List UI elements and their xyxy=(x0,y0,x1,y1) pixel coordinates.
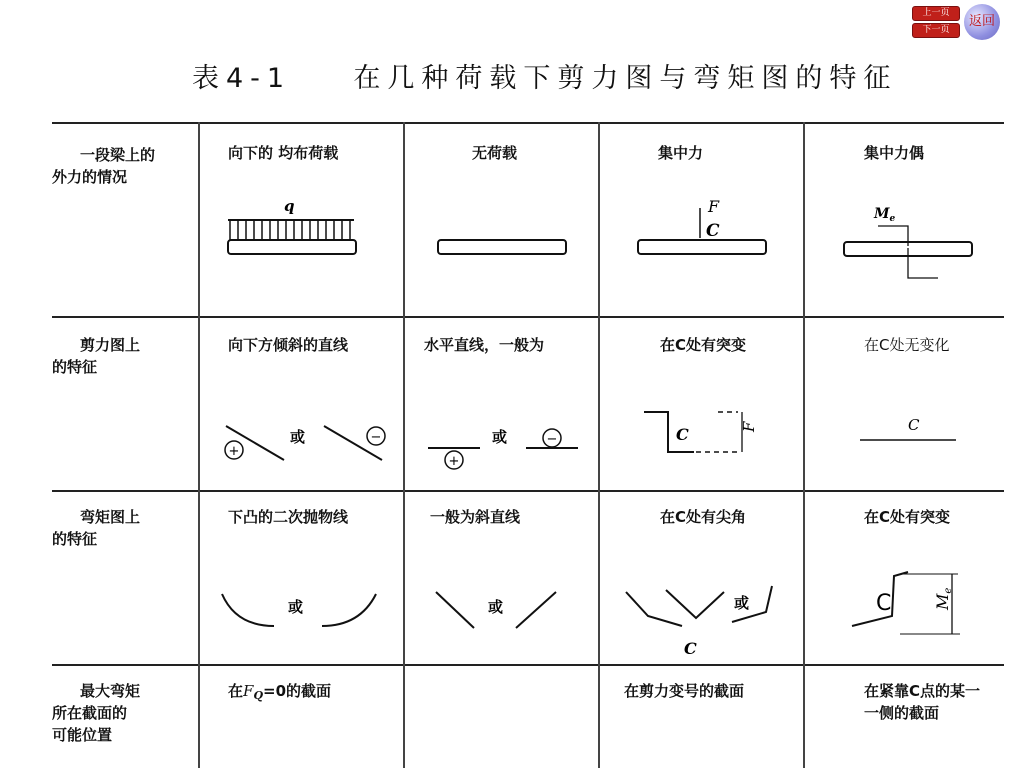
shear-subscript: Q xyxy=(253,689,264,702)
concentrated-shear-diagram xyxy=(638,404,778,464)
row-header-line: 弯矩图上 xyxy=(80,508,141,526)
beam xyxy=(438,240,566,254)
cell-distributed-moment: 下凸的二次抛物线 xyxy=(228,508,349,526)
table-divider xyxy=(803,122,805,768)
max-moment-prefix: 在 xyxy=(228,682,244,700)
concentrated-moment-diagram xyxy=(620,578,790,668)
cell-no-load-shear: 水平直线，一般为 xyxy=(424,336,545,354)
kinked-line xyxy=(666,590,724,618)
cell-line: 一侧的截面 xyxy=(864,704,940,722)
cell-concentrated-load: 集中力 xyxy=(658,144,704,162)
or-text: 或 xyxy=(492,428,508,446)
table-divider xyxy=(198,122,200,768)
table-rule xyxy=(52,664,1004,666)
next-page-button[interactable]: 下一页 xyxy=(912,23,960,38)
max-moment-suffix: =0的截面 xyxy=(263,682,332,700)
characteristics-table xyxy=(52,122,1004,768)
cell-no-load-moment: 一般为斜直线 xyxy=(430,508,521,526)
sloped-line xyxy=(516,592,556,628)
no-load-diagram xyxy=(432,234,572,264)
row-header-line: 可能位置 xyxy=(52,726,113,744)
table-divider xyxy=(403,122,405,768)
row-header-line: 的特征 xyxy=(52,358,98,376)
row-header-line: 的特征 xyxy=(52,530,98,548)
sloped-line xyxy=(436,592,474,628)
cell-distributed-load: 向下的 均布荷载 xyxy=(228,144,339,162)
shear-symbol: F xyxy=(243,682,254,700)
page-navigation xyxy=(912,4,1000,40)
or-text: 或 xyxy=(288,598,304,616)
cell-couple-load: 集中力偶 xyxy=(864,144,925,162)
row-header-line: 所在截面的 xyxy=(52,704,128,722)
row-header-shear xyxy=(52,334,140,378)
row-header-line: 外力的情况 xyxy=(52,168,128,186)
couple-diagram xyxy=(838,200,988,284)
table-rule xyxy=(52,490,1004,492)
table-divider xyxy=(598,122,600,768)
F-label: F xyxy=(708,197,720,216)
cell-couple-max-moment xyxy=(864,680,980,724)
couple-arrow-bottom xyxy=(908,248,938,278)
C-label: C xyxy=(706,221,720,241)
no-load-moment-diagram xyxy=(430,584,570,634)
cell-concentrated-max-moment: 在剪力变号的截面 xyxy=(624,682,745,700)
or-text: 或 xyxy=(290,428,306,446)
C-label: C xyxy=(676,425,689,444)
C-label: C xyxy=(876,591,892,616)
Me-label: Me xyxy=(933,587,954,610)
load-arrows xyxy=(230,220,350,240)
table-rule xyxy=(52,316,1004,318)
C-label: C xyxy=(684,639,697,658)
parabola xyxy=(322,594,376,626)
cell-distributed-shear: 向下方倾斜的直线 xyxy=(228,336,349,354)
minus-label: − xyxy=(370,430,382,445)
couple-shear-diagram xyxy=(856,412,966,452)
row-header-max-moment xyxy=(52,680,140,746)
distributed-shear-diagram xyxy=(218,412,398,472)
cell-concentrated-shear: 在C处有突变 xyxy=(660,336,747,354)
plus-label: + xyxy=(228,444,240,459)
cell-concentrated-moment: 在C处有尖角 xyxy=(660,508,747,526)
prev-page-button[interactable]: 上一页 xyxy=(912,6,960,21)
no-load-shear-diagram xyxy=(422,418,592,478)
distributed-moment-diagram xyxy=(216,584,396,634)
couple-moment-diagram xyxy=(848,562,978,652)
parabola xyxy=(222,594,274,626)
row-header-moment xyxy=(52,506,140,550)
cell-line: 在紧靠C点的某一 xyxy=(864,682,981,700)
minus-label: − xyxy=(546,432,558,447)
table-rule xyxy=(52,122,1004,124)
concentrated-force-diagram xyxy=(632,194,782,264)
return-button[interactable]: 返回 xyxy=(964,4,1000,40)
F-label: F xyxy=(740,421,758,432)
page-nav-stack xyxy=(912,6,960,38)
page-title: 表4-1 在几种荷载下剪力图与弯矩图的特征 xyxy=(192,63,898,94)
Me-label: $M_e$ xyxy=(874,206,896,224)
beam xyxy=(638,240,766,254)
q-label: q xyxy=(284,197,295,215)
cell-distributed-max-moment xyxy=(228,680,331,707)
row-header-line: 一段梁上的 xyxy=(80,146,156,164)
cell-no-load: 无荷载 xyxy=(472,144,518,162)
row-header-line: 最大弯矩 xyxy=(80,682,141,700)
beam xyxy=(228,240,356,254)
or-text: 或 xyxy=(488,598,504,616)
cell-couple-shear: 在C处无变化 xyxy=(864,336,950,354)
row-header-line: 剪力图上 xyxy=(80,336,141,354)
C-label: C xyxy=(908,416,920,434)
cell-couple-moment: 在C处有突变 xyxy=(864,508,951,526)
distributed-load-diagram xyxy=(222,196,362,266)
plus-label: + xyxy=(448,454,460,469)
or-text: 或 xyxy=(734,594,750,612)
row-header-load xyxy=(52,144,155,188)
